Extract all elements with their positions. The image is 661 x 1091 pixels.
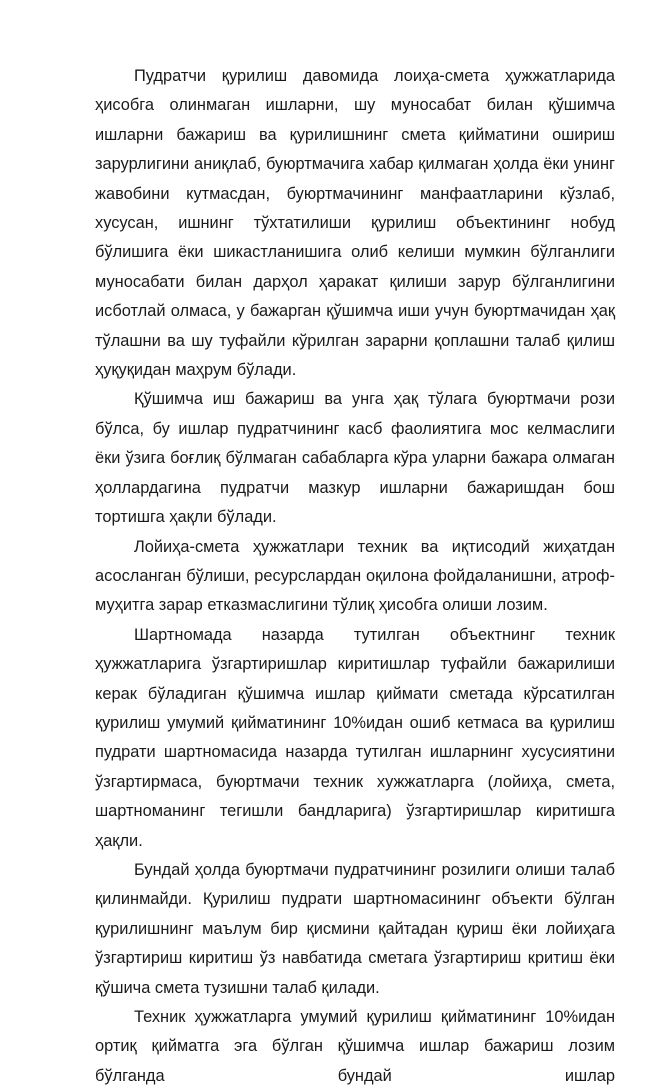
paragraph-6: Техник ҳужжатларга умумий қурилиш қийматининг 10%идан ортиқ қийматга эга бўлган қўшимча ишлар бажариш лозим бўлганда бундай ишлар: [95, 1008, 615, 1085]
paragraph-4: Шартномада назарда тутилган объектнинг техник ҳужжатларига ўзгартиришлар киритишлар туфайли бажарилиши керак бўладиган қўшимча ишлар қиймати сметада кўрсатилган қурилиш умумий қийматининг 10%идан ошиб кетмаса ва қурилиш пудрати шартномасида назарда тутилган ишларнинг хусусиятини ўзгартирмаса, буюртмачи техник хужжатларга (лойиҳа, смета, шартноманинг тегишли бандларига) ўзгартиришлар киритишга ҳақли.: [95, 625, 615, 850]
paragraph-2: Қўшимча иш бажариш ва унга ҳақ тўлага буюртмачи рози бўлса, бу ишлар пудратчининг касб фаолиятига мос келмаслиги ёки ўзига боғлиқ бўлмаган сабабларга кўра уларни бажара олмаган ҳоллардагина пудратчи мазкур ишларни бажаришдан бош тортишга ҳақли бўлади.: [95, 390, 615, 527]
document-body: [95, 62, 615, 1091]
paragraph-1: Пудратчи қурилиш давомида лоиҳа-смета ҳужжатларида ҳисобга олинмаган ишларни, шу муносабат билан қўшимча ишларни бажариш ва қурилишнинг смета қийматини ошириш зарурлигини аниқлаб, буюртмачига хабар қилмаган ҳолда ёки унинг жавобини кутмасдан, буюртмачининг манфаатларини кўзлаб, хусусан, ишнинг тўхтатилиши қурилиш объектининг нобуд бўлишига ёки шикастланишига олиб келиши мумкин бўлганлиги муносабати билан дарҳол ҳаракат қилиши зарур бўлганлигини исботлай олмаса, у бажарган қўшимча иши учун буюртмачидан ҳақ тўлашни ва шу туфайли кўрилган зарарни қоплашни талаб қилиш ҳуқуқидан маҳрум бўлади.: [95, 67, 615, 380]
paragraph-3: Лойиҳа-смета ҳужжатлари техник ва иқтисодий жиҳатдан асосланган бўлиши, ресурслардан оқилона фойдаланишни, атроф-муҳитга зарар етказмаслигини тўлиқ ҳисобга олиши лозим.: [95, 537, 615, 615]
paragraph-5: Бундай ҳолда буюртмачи пудратчининг розилиги олиши талаб қилинмайди. Қурилиш пудрати шартномасининг объекти бўлган қурилишнинг маълум бир қисмини қайтадан қуриш ёки лойиҳага ўзгартириш киритиш ўз навбатида сметага ўзгартириш критиш ёки қўшича смета тузишни талаб қилади.: [95, 860, 615, 997]
